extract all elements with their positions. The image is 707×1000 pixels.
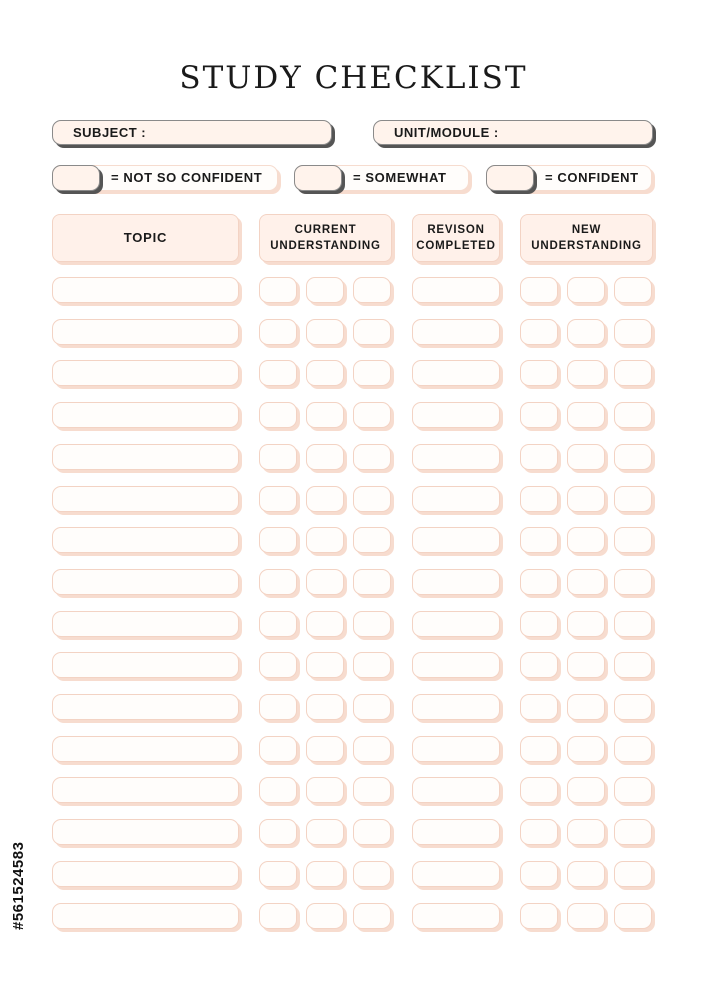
new-level-2[interactable] <box>567 736 605 762</box>
current-level-1[interactable] <box>259 903 297 929</box>
new-level-1[interactable] <box>520 319 558 345</box>
topic-field[interactable] <box>52 360 239 386</box>
column-header-topic <box>52 214 239 262</box>
topic-field[interactable] <box>52 903 239 929</box>
revision-field[interactable] <box>412 777 500 803</box>
new-level-3[interactable] <box>614 819 652 845</box>
column-header-topic-label: TOPIC <box>123 230 168 245</box>
new-level-3[interactable] <box>614 903 652 929</box>
current-level-1[interactable] <box>259 861 297 887</box>
new-level-2[interactable] <box>567 527 605 553</box>
new-level-1[interactable] <box>520 486 558 512</box>
current-level-2[interactable] <box>306 861 344 887</box>
current-level-3[interactable] <box>353 277 391 303</box>
current-level-2[interactable] <box>306 777 344 803</box>
current-level-3[interactable] <box>353 360 391 386</box>
current-level-2[interactable] <box>306 819 344 845</box>
new-level-3[interactable] <box>614 402 652 428</box>
current-level-3[interactable] <box>353 402 391 428</box>
new-level-2[interactable] <box>567 277 605 303</box>
topic-field[interactable] <box>52 486 239 512</box>
subject-label: SUBJECT : <box>73 125 147 140</box>
column-header-new-understanding <box>520 214 653 262</box>
legend-item-confident <box>486 165 652 191</box>
subject-field[interactable] <box>52 120 332 145</box>
current-level-3[interactable] <box>353 486 391 512</box>
topic-field[interactable] <box>52 861 239 887</box>
new-level-1[interactable] <box>520 402 558 428</box>
legend-swatch-somewhat[interactable] <box>294 165 342 191</box>
unit-module-field[interactable] <box>373 120 653 145</box>
revision-field[interactable] <box>412 277 500 303</box>
current-level-1[interactable] <box>259 486 297 512</box>
new-level-3[interactable] <box>614 652 652 678</box>
current-level-1[interactable] <box>259 736 297 762</box>
topic-field[interactable] <box>52 402 239 428</box>
topic-field[interactable] <box>52 444 239 470</box>
new-level-1[interactable] <box>520 444 558 470</box>
revision-field[interactable] <box>412 319 500 345</box>
new-level-3[interactable] <box>614 611 652 637</box>
new-level-2[interactable] <box>567 694 605 720</box>
new-level-2[interactable] <box>567 360 605 386</box>
current-level-1[interactable] <box>259 444 297 470</box>
new-level-2[interactable] <box>567 569 605 595</box>
current-level-2[interactable] <box>306 360 344 386</box>
current-level-1[interactable] <box>259 569 297 595</box>
topic-field[interactable] <box>52 652 239 678</box>
new-level-1[interactable] <box>520 360 558 386</box>
current-level-2[interactable] <box>306 444 344 470</box>
revision-field[interactable] <box>412 402 500 428</box>
new-level-1[interactable] <box>520 861 558 887</box>
new-level-2[interactable] <box>567 652 605 678</box>
new-level-2[interactable] <box>567 611 605 637</box>
topic-field[interactable] <box>52 736 239 762</box>
new-level-3[interactable] <box>614 277 652 303</box>
current-level-3[interactable] <box>353 777 391 803</box>
current-level-1[interactable] <box>259 652 297 678</box>
current-level-1[interactable] <box>259 777 297 803</box>
page-title: STUDY CHECKLIST <box>179 60 528 96</box>
current-level-3[interactable] <box>353 611 391 637</box>
new-level-2[interactable] <box>567 319 605 345</box>
new-level-1[interactable] <box>520 694 558 720</box>
current-level-1[interactable] <box>259 611 297 637</box>
legend-item-not-so-confident <box>52 165 278 191</box>
new-level-1[interactable] <box>520 777 558 803</box>
revision-field[interactable] <box>412 694 500 720</box>
current-level-1[interactable] <box>259 819 297 845</box>
new-level-3[interactable] <box>614 360 652 386</box>
legend-label-not-so-confident: = NOT SO CONFIDENT <box>111 170 263 185</box>
column-header-revision-completed <box>412 214 500 262</box>
revision-field[interactable] <box>412 444 500 470</box>
revision-field[interactable] <box>412 736 500 762</box>
new-level-3[interactable] <box>614 444 652 470</box>
new-level-3[interactable] <box>614 319 652 345</box>
new-level-3[interactable] <box>614 694 652 720</box>
current-level-1[interactable] <box>259 527 297 553</box>
current-level-3[interactable] <box>353 694 391 720</box>
topic-field[interactable] <box>52 611 239 637</box>
column-header-current-label: CURRENT UNDERSTANDING <box>270 224 381 252</box>
topic-field[interactable] <box>52 569 239 595</box>
new-level-3[interactable] <box>614 569 652 595</box>
revision-field[interactable] <box>412 903 500 929</box>
unit-module-label: UNIT/MODULE : <box>394 125 499 140</box>
new-level-2[interactable] <box>567 402 605 428</box>
new-level-2[interactable] <box>567 777 605 803</box>
current-level-1[interactable] <box>259 360 297 386</box>
new-level-1[interactable] <box>520 277 558 303</box>
revision-field[interactable] <box>412 861 500 887</box>
new-level-1[interactable] <box>520 527 558 553</box>
topic-field[interactable] <box>52 777 239 803</box>
new-level-1[interactable] <box>520 611 558 637</box>
current-level-2[interactable] <box>306 736 344 762</box>
current-level-3[interactable] <box>353 903 391 929</box>
new-level-2[interactable] <box>567 486 605 512</box>
new-level-2[interactable] <box>567 861 605 887</box>
new-level-1[interactable] <box>520 569 558 595</box>
current-level-2[interactable] <box>306 569 344 595</box>
revision-field[interactable] <box>412 527 500 553</box>
current-level-2[interactable] <box>306 611 344 637</box>
new-level-3[interactable] <box>614 736 652 762</box>
current-level-2[interactable] <box>306 319 344 345</box>
new-level-2[interactable] <box>567 819 605 845</box>
stock-id: #561524583 <box>10 841 27 930</box>
new-level-2[interactable] <box>567 444 605 470</box>
revision-field[interactable] <box>412 569 500 595</box>
legend-item-somewhat <box>294 165 469 191</box>
current-level-3[interactable] <box>353 569 391 595</box>
current-level-3[interactable] <box>353 736 391 762</box>
topic-field[interactable] <box>52 527 239 553</box>
column-header-revision-label: REVISON COMPLETED <box>416 224 496 252</box>
revision-field[interactable] <box>412 819 500 845</box>
new-level-3[interactable] <box>614 486 652 512</box>
revision-field[interactable] <box>412 486 500 512</box>
new-level-1[interactable] <box>520 903 558 929</box>
topic-field[interactable] <box>52 819 239 845</box>
current-level-3[interactable] <box>353 527 391 553</box>
new-level-1[interactable] <box>520 736 558 762</box>
new-level-1[interactable] <box>520 652 558 678</box>
legend-label-confident: = CONFIDENT <box>545 170 639 185</box>
revision-field[interactable] <box>412 360 500 386</box>
current-level-3[interactable] <box>353 652 391 678</box>
legend-label-somewhat: = SOMEWHAT <box>353 170 447 185</box>
current-level-3[interactable] <box>353 819 391 845</box>
current-level-1[interactable] <box>259 277 297 303</box>
current-level-1[interactable] <box>259 694 297 720</box>
current-level-3[interactable] <box>353 444 391 470</box>
current-level-3[interactable] <box>353 319 391 345</box>
new-level-2[interactable] <box>567 903 605 929</box>
topic-field[interactable] <box>52 319 239 345</box>
column-header-new-label: NEW UNDERSTANDING <box>531 224 642 252</box>
current-level-3[interactable] <box>353 861 391 887</box>
new-level-3[interactable] <box>614 527 652 553</box>
current-level-2[interactable] <box>306 402 344 428</box>
current-level-1[interactable] <box>259 402 297 428</box>
topic-field[interactable] <box>52 277 239 303</box>
current-level-2[interactable] <box>306 652 344 678</box>
current-level-2[interactable] <box>306 486 344 512</box>
revision-field[interactable] <box>412 611 500 637</box>
topic-field[interactable] <box>52 694 239 720</box>
legend-swatch-not-so-confident[interactable] <box>52 165 100 191</box>
new-level-3[interactable] <box>614 861 652 887</box>
current-level-2[interactable] <box>306 277 344 303</box>
current-level-2[interactable] <box>306 694 344 720</box>
current-level-1[interactable] <box>259 319 297 345</box>
new-level-1[interactable] <box>520 819 558 845</box>
revision-field[interactable] <box>412 652 500 678</box>
legend-swatch-confident[interactable] <box>486 165 534 191</box>
new-level-3[interactable] <box>614 777 652 803</box>
column-header-current-understanding <box>259 214 392 262</box>
current-level-2[interactable] <box>306 903 344 929</box>
current-level-2[interactable] <box>306 527 344 553</box>
